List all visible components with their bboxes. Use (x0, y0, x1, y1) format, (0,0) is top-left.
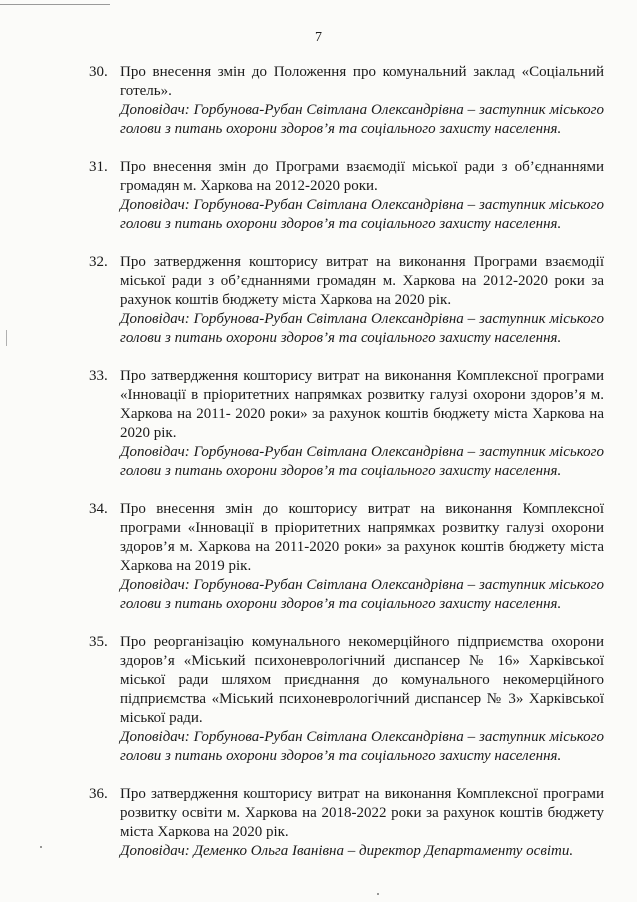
agenda-list (89, 63, 604, 861)
item-speaker: Доповідач: Деменко Ольга Іванівна – директор Департаменту освіти. (120, 843, 574, 859)
item-speaker: Доповідач: Горбунова-Рубан Світлана Олександрівна – заступник міського голови з питань охорони здоров’я та соціального захисту населення. (120, 444, 604, 479)
agenda-item (89, 367, 604, 481)
item-number: 30. (89, 64, 108, 80)
item-body (120, 367, 604, 481)
agenda-item (89, 785, 604, 861)
item-title: Про затвердження кошторису витрат на виконання Комплексної програми «Інновації в пріоритетних напрямках розвитку галузі охорони здоров’я м. Харкова на 2011- 2020 роки» за рахунок коштів бюджету міста Харкова на 2020 рік. (120, 368, 604, 441)
scan-margin-mark (6, 330, 7, 346)
item-title: Про внесення змін до Програми взаємодії міської ради з об’єднаннями громадян м. Харкова на 2012-2020 роки. (120, 159, 604, 194)
page-number: 7 (315, 30, 322, 45)
item-number: 33. (89, 368, 108, 384)
item-number: 31. (89, 159, 108, 175)
agenda-item (89, 63, 604, 139)
item-body (120, 500, 604, 614)
item-body (120, 63, 604, 139)
item-title: Про затвердження кошторису витрат на виконання Програми взаємодії міської ради з об’єднаннями громадян м. Харкова на 2012-2020 роки за рахунок коштів бюджету міста Харкова на 2020 рік. (120, 254, 604, 308)
scan-speck (377, 893, 379, 895)
item-speaker: Доповідач: Горбунова-Рубан Світлана Олександрівна – заступник міського голови з питань охорони здоров’я та соціального захисту населення. (120, 577, 604, 612)
agenda-item (89, 500, 604, 614)
item-title: Про затвердження кошторису витрат на виконання Комплексної програми розвитку освіти м. Харкова на 2018-2022 роки за рахунок коштів бюджету міста Харкова на 2020 рік. (120, 786, 604, 840)
item-number: 32. (89, 254, 108, 270)
item-body (120, 253, 604, 348)
item-title: Про внесення змін до Положення про комунальний заклад «Соціальний готель». (120, 64, 604, 99)
item-speaker: Доповідач: Горбунова-Рубан Світлана Олександрівна – заступник міського голови з питань охорони здоров’я та соціального захисту населення. (120, 102, 604, 137)
scan-speck (40, 846, 42, 848)
item-speaker: Доповідач: Горбунова-Рубан Світлана Олександрівна – заступник міського голови з питань охорони здоров’я та соціального захисту населення. (120, 197, 604, 232)
item-body (120, 633, 604, 766)
item-title: Про внесення змін до кошторису витрат на виконання Комплексної програми «Інновації в пріоритетних напрямках розвитку галузі охорони здоров’я м. Харкова на 2011-2020 роки» за рахунок коштів бюджету міста Харкова на 2019 рік. (120, 501, 604, 574)
item-body (120, 785, 604, 861)
item-body (120, 158, 604, 234)
item-speaker: Доповідач: Горбунова-Рубан Світлана Олександрівна – заступник міського голови з питань охорони здоров’я та соціального захисту населення. (120, 729, 604, 764)
item-speaker: Доповідач: Горбунова-Рубан Світлана Олександрівна – заступник міського голови з питань охорони здоров’я та соціального захисту населення. (120, 311, 604, 346)
scan-edge-line (0, 4, 110, 5)
agenda-item (89, 253, 604, 348)
item-number: 35. (89, 634, 108, 650)
agenda-item (89, 158, 604, 234)
agenda-item (89, 633, 604, 766)
item-title: Про реорганізацію комунального некомерційного підприємства охорони здоров’я «Міський психоневрологічний диспансер № 16» Харківської міської ради шляхом приєднання до комунального некомерційного підприємства «Міський психоневрологічний диспансер № 3» Харківської міської ради. (120, 634, 604, 726)
item-number: 34. (89, 501, 108, 517)
item-number: 36. (89, 786, 108, 802)
